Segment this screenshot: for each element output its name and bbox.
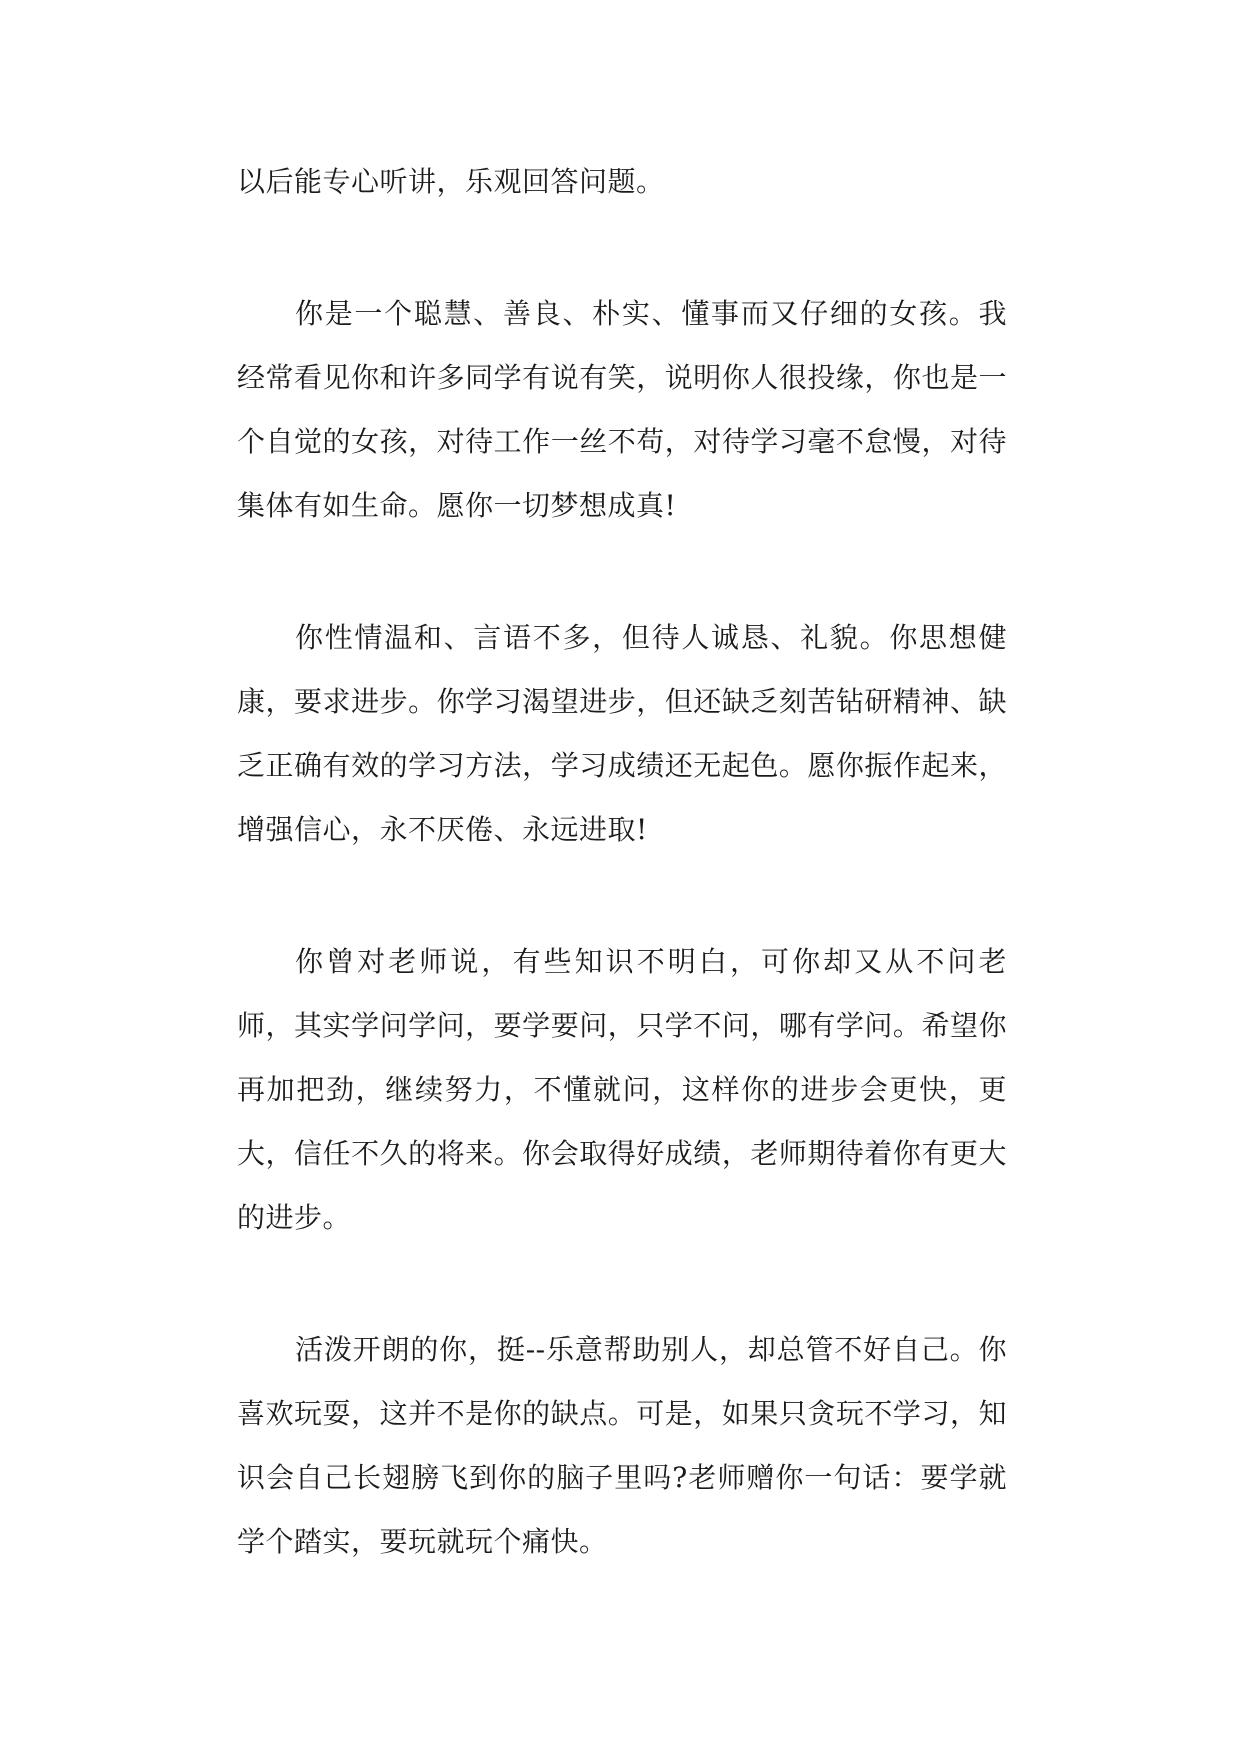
paragraph-1	[237, 282, 1007, 538]
paragraph-text: 你性情温和、言语不多，但待人诚恳、礼貌。你思想健康，要求进步。你学习渴望进步，但还缺乏刻苦钻研精神、缺乏正确有效的学习方法，学习成绩还无起色。愿你振作起来，增强信心，永不厌倦、永远进取!	[237, 621, 1007, 846]
paragraph-4	[237, 1318, 1007, 1574]
paragraph-text: 你是一个聪慧、善良、朴实、懂事而又仔细的女孩。我经常看见你和许多同学有说有笑，说明你人很投缘，你也是一个自觉的女孩，对待工作一丝不苟，对待学习毫不怠慢，对待集体有如生命。愿你一切梦想成真!	[237, 297, 1007, 522]
paragraph-text: 以后能专心听讲，乐观回答问题。	[237, 165, 665, 198]
paragraph-continuation	[237, 150, 1007, 214]
paragraph-3	[237, 930, 1007, 1250]
paragraph-text: 活泼开朗的你，挺--乐意帮助别人，却总管不好自己。你喜欢玩耍，这并不是你的缺点。可是，如果只贪玩不学习，知识会自己长翅膀飞到你的脑子里吗?老师赠你一句话：要学就学个踏实，要玩就玩个痛快。	[237, 1333, 1007, 1558]
paragraph-text: 你曾对老师说，有些知识不明白，可你却又从不问老师，其实学问学问，要学要问，只学不问，哪有学问。希望你再加把劲，继续努力，不懂就问，这样你的进步会更快，更大，信任不久的将来。你会取得好成绩，老师期待着你有更大的进步。	[237, 945, 1007, 1234]
paragraph-2	[237, 606, 1007, 862]
